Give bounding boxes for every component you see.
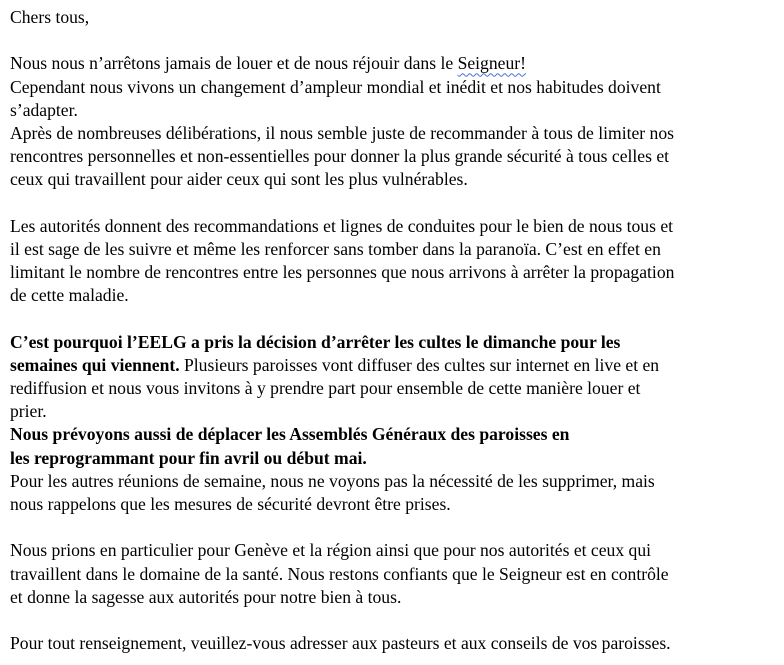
paragraph-2-line-4: de cette maladie. <box>10 285 129 306</box>
paragraph-4-line-3: et donne la sagesse aux autorités pour notre bien à tous. <box>10 586 402 607</box>
paragraph-1-line-1-text: Nous nous n’arrêtons jamais de louer et de nous réjouir dans le <box>10 53 458 74</box>
paragraph-2 <box>10 215 780 308</box>
paragraph-5-line-1: Pour tout renseignement, veuillez-vous adresser aux pasteurs et aux conseils de vos paroisses. <box>10 633 671 654</box>
paragraph-3-line-4: prier. <box>10 401 47 422</box>
paragraph-4-line-2: travaillent dans le domaine de la santé. Nous restons confiants que le Seigneur est en contrôle <box>10 563 669 584</box>
blank-line <box>10 609 780 632</box>
letter-body <box>10 6 780 655</box>
paragraph-4-line-1: Nous prions en particulier pour Genève et la région ainsi que pour nos autorités et ceux qui <box>10 540 652 561</box>
paragraph-1-line-6: ceux qui travaillent pour aider ceux qui sont les plus vulnérables. <box>10 169 468 190</box>
paragraph-1-line-1 <box>10 52 780 75</box>
paragraph-3-line-8: nous rappelons que les mesures de sécurité devront être prises. <box>10 493 451 514</box>
paragraph-3-line-2-text: Plusieurs paroisses vont diffuser des cultes sur internet en live et en <box>179 354 660 375</box>
blank-line <box>10 29 780 52</box>
greeting: Chers tous, <box>10 7 90 27</box>
paragraph-2-line-1: Les autorités donnent des recommandations et lignes de conduites pour le bien de nous tous et <box>10 215 674 236</box>
paragraph-3-line-5-bold: Nous prévoyons aussi de déplacer les Assemblés Généraux des paroisses en <box>10 424 570 445</box>
paragraph-1-line-3: s’adapter. <box>10 99 78 120</box>
blank-line <box>10 192 780 215</box>
paragraph-1-line-5: rencontres personnelles et non-essentielles pour donner la plus grande sécurité à tous celles et <box>10 146 670 167</box>
paragraph-3-line-7: Pour les autres réunions de semaine, nous ne voyons pas la nécessité de les supprimer, mais <box>10 470 655 491</box>
paragraph-1 <box>10 52 780 191</box>
spellcheck-flagged-word[interactable]: Seigneur! <box>457 53 526 74</box>
paragraph-1-line-4: Après de nombreuses délibérations, il nous semble juste de recommander à tous de limiter nos <box>10 122 675 143</box>
blank-line <box>10 516 780 539</box>
paragraph-3-line-2-bold: semaines qui viennent. <box>10 354 180 375</box>
paragraph-4 <box>10 539 780 609</box>
paragraph-3-line-2 <box>10 354 780 377</box>
blank-line <box>10 307 780 330</box>
paragraph-5 <box>10 632 780 655</box>
paragraph-2-line-2: il est sage de les suivre et même les renforcer sans tomber dans la paranoïa. C’est en effet en <box>10 238 661 259</box>
paragraph-2-line-3: limitant le nombre de rencontres entre les personnes que nous arrivons à arrêter la propagation <box>10 262 675 283</box>
paragraph-1-line-2: Cependant nous vivons un changement d’ampleur mondial et inédit et nos habitudes doivent <box>10 76 661 97</box>
paragraph-3 <box>10 331 780 517</box>
paragraph-3-line-3: rediffusion et nous vous invitons à y prendre part pour ensemble de cette manière louer et <box>10 378 641 398</box>
paragraph-3-line-1-bold: C’est pourquoi l’EELG a pris la décision d’arrêter les cultes le dimanche pour les <box>10 331 621 352</box>
paragraph-3-line-6-bold: les reprogrammant pour fin avril ou début mai. <box>10 447 367 468</box>
